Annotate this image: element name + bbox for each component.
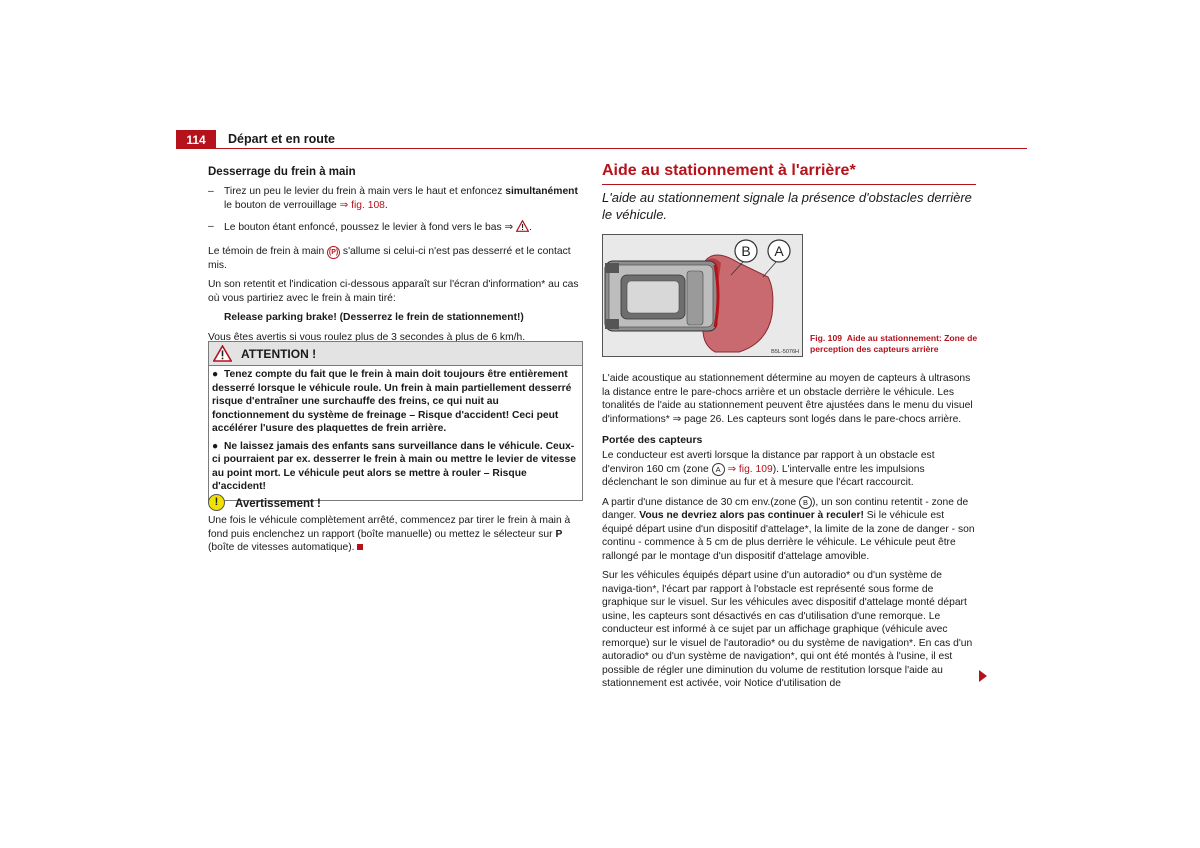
zone-a-label: A: [774, 243, 784, 259]
portee-text-a: Le conducteur est averti lorsque la distance par rapport à un obstacle est d'environ 160 cm (zone: [602, 450, 935, 475]
warning-triangle-icon[interactable]: [516, 220, 529, 237]
avertissement-block: [208, 494, 584, 555]
attention-body: [209, 366, 582, 500]
release-heading: Desserrage du frein à main: [208, 166, 356, 178]
fig-109-link[interactable]: ⇒ fig. 109: [724, 463, 773, 475]
speed-warning-paragraph: Vous êtes avertis si vous roulez plus de 3 secondes à plus de 6 km/h.: [208, 331, 526, 343]
step-dash: –: [208, 221, 214, 232]
right-column: [602, 372, 976, 697]
lead-text: L'aide au stationnement signale la présence d'obstacles derrière le véhicule.: [602, 190, 972, 222]
attention-item: [212, 368, 578, 436]
section-heading: Aide au stationnement à l'arrière*: [602, 162, 856, 179]
fig-108-link[interactable]: ⇒ fig. 108: [339, 199, 385, 211]
signal-paragraph: Un son retentit et l'indication ci-dessous apparaît sur l'écran d'information* au cas où vous partiriez avec le frein à main tiré:: [208, 279, 579, 304]
attention-item: [212, 440, 578, 494]
step-1: [208, 185, 584, 212]
avert-text-b: (boîte de vitesses automatique).: [208, 542, 355, 553]
header-rule: [176, 148, 1027, 149]
avertissement-header: [208, 494, 584, 514]
zone-b-icon: B: [799, 496, 812, 509]
portee-heading: Portée des capteurs: [602, 434, 703, 446]
portee-paragraph: [602, 449, 976, 490]
avert-text-bold: P: [555, 528, 563, 540]
avertissement-text: [208, 514, 584, 555]
attention-title: ATTENTION !: [241, 347, 317, 361]
attention-item-text: Tenez compte du fait que le frein à main doit toujours être entièrement desserré lorsque le véhicule roule. Un frein à main partiellement desserré risque d'entraîner une surchauffe des freins, ce qui nuit au fonctionnement du système de freinage – Risque d'accident! Ceci peut accélérer l'usure des plaquettes de frein arrière.: [212, 369, 572, 434]
exclamation-icon: !: [208, 494, 225, 511]
bullet-icon: ●: [212, 369, 219, 380]
step-1-text: Tirez un peu le levier du frein à main vers le haut et enfoncez: [224, 186, 506, 197]
zone-b-bold: Vous ne devriez alors pas continuer à reculer!: [639, 510, 864, 521]
zone-b-text-b: ), un son continu retentit - zone de danger.: [602, 496, 969, 521]
avert-text-a: Une fois le véhicule complètement arrêté, commencez par tirer le frein à main à fond puis enclenchez un rapport (boîte manuelle) ou mettez le sélecteur sur: [208, 515, 571, 540]
step-2-end: .: [529, 222, 532, 233]
navigation-paragraph: Sur les véhicules équipés départ usine d'un autoradio* ou d'un système de naviga-tion*, l'écart par rapport à l'obstacle est représenté sous forme de graphique sur le visuel. Sur les véhicules avec dispositif d'attelage monté départ usine, les capteurs sont désactivés en cas d'utilisation d'une remorque. Le conducteur est informé à ce sujet par un affichage graphique (véhicule avec remorque) sur le visuel de l'autoradio* ou du système de navigation*. En cas d'un autoradio* ou d'un système de navigation*, qui ont été montés à l'usine, il est possible de régler une diminution du volume de restitution lorsque l'aide au stationnement est activée, voir Notice d'utilisation de: [602, 570, 973, 689]
section-title: Départ et en route: [228, 132, 335, 146]
step-dash: –: [208, 186, 214, 197]
figure-109: [602, 234, 803, 357]
left-column: [208, 166, 584, 344]
attention-item-text: Ne laissez jamais des enfants sans surveillance dans le véhicule. Ceux-ci pourraient par ex. desserrer le frein à main ou mettre le levier de vitesse au point mort. Le véhicule peut alors se mettre à rouler – Risque d'accident!: [212, 440, 576, 492]
parking-sensor-illustration: [603, 235, 802, 356]
warning-triangle-icon: [213, 345, 232, 367]
display-message: Release parking brake! (Desserrez le frein de stationnement!): [224, 312, 524, 323]
parking-brake-icon: (P): [327, 246, 340, 259]
zone-a-icon: A: [712, 463, 725, 476]
step-1-end: .: [384, 199, 388, 211]
step-2: [208, 220, 584, 237]
figure-caption: [810, 333, 980, 354]
attention-box: [208, 341, 583, 501]
figure-number: Fig. 109: [810, 333, 842, 343]
temoin-paragraph: [208, 245, 584, 273]
temoin-text: Le témoin de frein à main: [208, 245, 328, 257]
portee-text-b: ). L'intervalle entre les impulsions déclenchant le son diminue au fur et à mesure que l'écart raccourcit.: [602, 463, 925, 488]
figure-caption-text: Aide au stationnement: Zone de perception des capteurs arrière: [810, 333, 978, 354]
zone-b-text-c: Si le véhicule est équipé départ usine d'un dispositif d'attelage*, la limite de la zone de danger - son continu - commence à 5 cm de plus derrière le véhicule. Le véhicule peut être rallongé par le montage d'un dispositif d'attelage amovible.: [602, 510, 975, 562]
next-page-arrow-icon[interactable]: [978, 669, 988, 687]
step-1-text-b: le bouton de verrouillage: [224, 199, 340, 211]
bullet-icon: ●: [212, 440, 219, 452]
end-marker-icon: [357, 544, 363, 550]
figure-code: B5L-5076H: [771, 349, 799, 355]
zone-b-label: B: [741, 243, 751, 259]
intro-paragraph: L'aide acoustique au stationnement détermine au moyen de capteurs à ultrasons la distance entre le pare-chocs arrière et un obstacle derrière le véhicule. Les tonalités de l'aide au stationnement peuvent être ajustées dans le menu du visuel d'informations* ⇒ page 26. Les capteurs sont logés dans le pare-chocs arrière.: [602, 373, 973, 425]
step-1-bold: simultanément: [505, 186, 578, 197]
zone-b-paragraph: [602, 496, 976, 564]
zone-b-text-a: A partir d'une distance de 30 cm env.(zone: [602, 496, 799, 508]
avertissement-title: Avertissement !: [235, 498, 321, 510]
step-2-text: Le bouton étant enfoncé, poussez le levier à fond vers le bas ⇒: [224, 222, 514, 233]
temoin-text-b: s'allume si celui-ci n'est pas desserré et le contact mis.: [208, 245, 571, 271]
attention-header: [209, 342, 582, 366]
page-number: 114: [176, 130, 216, 149]
heading-rule: [602, 184, 976, 185]
